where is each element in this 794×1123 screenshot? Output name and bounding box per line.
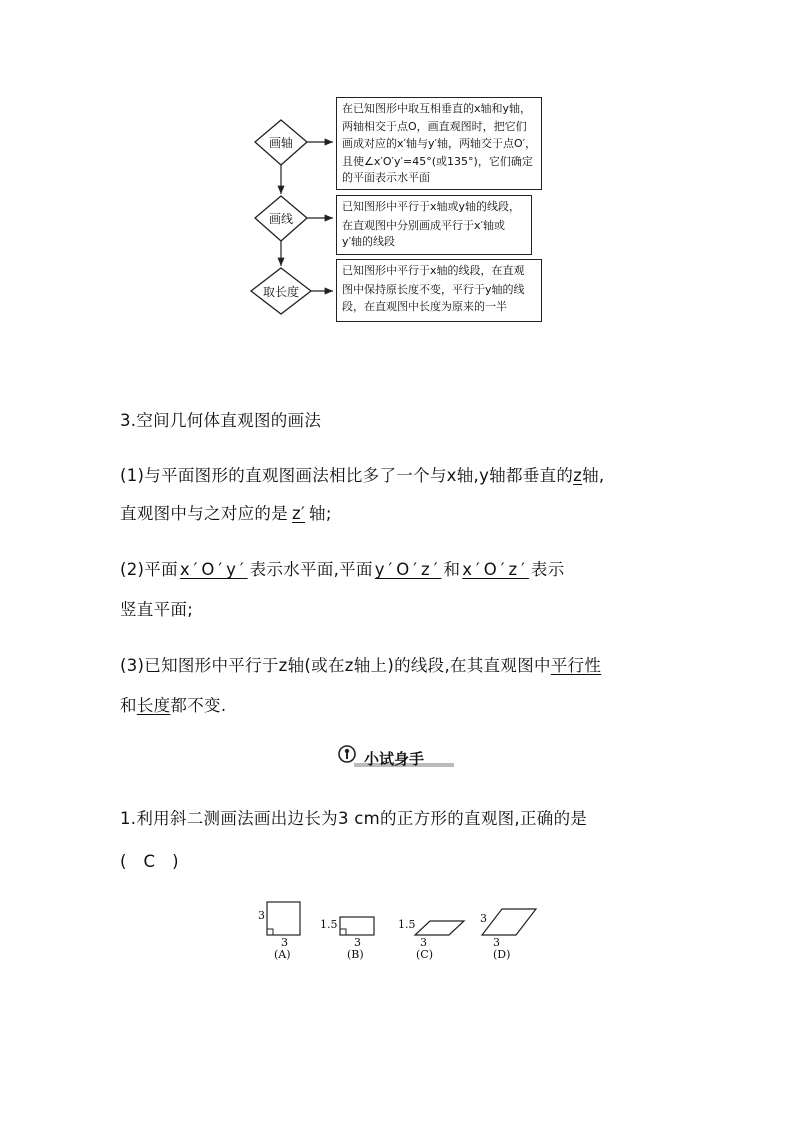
option-c-label: (C) (416, 948, 433, 961)
text: (2)平面 (120, 560, 178, 579)
text: 轴, (582, 466, 605, 485)
answer-fill: y′O′z′ (374, 560, 442, 579)
text: 直观图中与之对应的是 (120, 504, 288, 523)
box-line: 已知图形中平行于x轴的线段，在直观 (342, 264, 525, 277)
flow-step-label: 画轴 (268, 136, 293, 150)
answer-fill: x′O′y′ (179, 560, 248, 579)
question-stem (120, 805, 587, 829)
section-title: 小试身手 (364, 750, 425, 768)
option-a-side-label: 3 (258, 909, 265, 922)
text: 表示 (530, 560, 565, 579)
paragraph-2-line-2 (120, 596, 193, 620)
figure-b-rectangle (340, 917, 374, 935)
box-line: 在已知图形中取互相垂直的x轴和y轴， (342, 102, 532, 115)
flow-box-take-length (336, 259, 542, 322)
answer-fill: x′O′z′ (462, 560, 529, 579)
option-b-label: (B) (347, 948, 364, 961)
flow-step-label: 取长度 (262, 285, 299, 299)
paragraph-1-line-1 (120, 462, 604, 486)
text: 和 (443, 560, 461, 579)
option-c-bottom-label: 3 (420, 936, 427, 949)
text: 竖直平面; (120, 600, 194, 619)
option-a-label: (A) (274, 948, 291, 961)
question-answer (120, 848, 179, 872)
text: 都不变. (170, 696, 227, 715)
flow-step-label: 画线 (268, 212, 293, 226)
figure-d-parallelogram (482, 909, 536, 935)
paragraph-3-line-2 (120, 692, 226, 716)
paragraph-2-line-1 (120, 556, 565, 580)
box-line: 已知图形中平行于x轴或y轴的线段， (342, 200, 521, 213)
answer-fill: 平行性 (550, 656, 602, 675)
section-heading (120, 407, 321, 431)
text: 轴; (309, 504, 332, 523)
answer-fill: z′ (292, 504, 306, 523)
figure-c-parallelogram (415, 921, 464, 935)
box-line: 图中保持原长度不变，平行于y轴的线 (342, 282, 525, 296)
box-line: 段，在直观图中长度为原来的一半 (342, 300, 507, 313)
box-line: 的平面表示水平面 (342, 170, 430, 184)
text: 和 (120, 696, 137, 715)
box-line: 画成对应的x′轴与y′轴，两轴交于点O′， (342, 136, 537, 150)
key-icon (339, 746, 355, 762)
option-d-bottom-label: 3 (493, 936, 500, 949)
text: 1.利用斜二测画法画出边长为3 cm的正方形的直观图,正确的是 (120, 809, 588, 828)
figure-a-square (267, 902, 300, 935)
box-line: 且使∠x′O′y′=45°(或135°)，它们确定 (342, 154, 533, 168)
text: 表示水平面,平面 (249, 560, 373, 579)
heading-text: 3.空间几何体直观图的画法 (120, 411, 322, 430)
box-line: y′轴的线段 (342, 235, 396, 248)
flow-box-draw-lines (336, 195, 532, 255)
box-line: 在直观图中分别画成平行于x′轴或 (342, 218, 506, 232)
answer-fill: z (573, 466, 583, 485)
box-line: 两轴相交于点O，画直观图时，把它们 (342, 119, 527, 133)
answer-fill: 长度 (136, 696, 171, 715)
flow-box-draw-axis (336, 97, 542, 190)
option-d-side-label: 3 (480, 912, 487, 925)
option-a-bottom-label: 3 (281, 936, 288, 949)
paragraph-1-line-2 (120, 500, 332, 524)
option-b-side-label: 1.5 (320, 918, 338, 931)
option-b-bottom-label: 3 (354, 936, 361, 949)
text: (1)与平面图形的直观图画法相比多了一个与x轴,y轴都垂直的 (120, 466, 574, 485)
text: (3)已知图形中平行于z轴(或在z轴上)的线段,在其直观图中 (120, 656, 551, 675)
option-c-side-label: 1.5 (398, 918, 416, 931)
text: ( C ) (120, 852, 179, 871)
option-d-label: (D) (493, 948, 511, 961)
paragraph-3-line-1 (120, 652, 601, 676)
